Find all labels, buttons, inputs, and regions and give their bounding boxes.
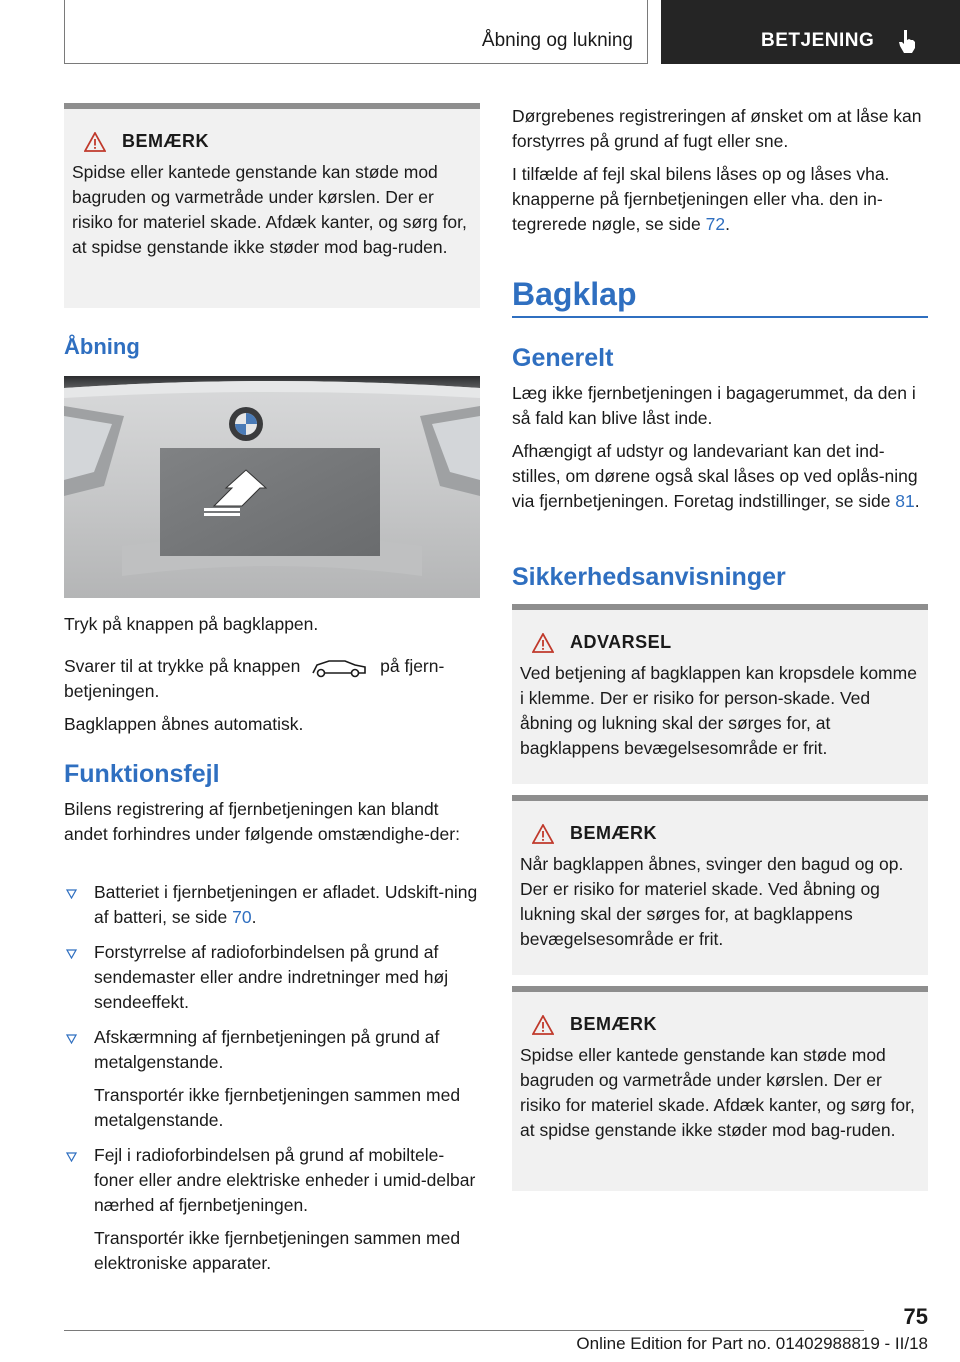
opening-para-2 xyxy=(64,654,480,704)
general-para-2: Afhængigt af udstyr og landevariant kan det ind-stilles, om dørene også skal låses op ved oplås-ning via fjernbetjeningen. Foretag indstillinger, se side 81. xyxy=(512,441,920,511)
note-box-2 xyxy=(512,795,928,975)
right-para-1: Dørgrebenes registreringen af ønsket om at låse kan forstyrres på grund af fugt eller sne. xyxy=(512,106,922,151)
fault-item-1: Batteriet i fjernbetjeningen er afladet. Udskift-ning af batteri, se side 70. xyxy=(64,880,480,930)
note-2-title: BEMÆRK xyxy=(570,823,657,843)
hand-pointer-icon xyxy=(895,28,921,54)
heading-opening: Åbning xyxy=(64,334,140,359)
heading-safety: Sikkerhedsanvisninger xyxy=(512,563,786,591)
page-link-70[interactable]: 70 xyxy=(232,907,252,927)
tailgate-photo xyxy=(64,376,480,598)
bullet-triangle-icon xyxy=(66,1034,77,1044)
warning-box xyxy=(512,604,928,784)
heading-general: Generelt xyxy=(512,344,614,372)
warning-triangle-icon xyxy=(532,633,554,653)
note-box-3 xyxy=(512,986,928,1191)
fault-item-3: Afskærmning af fjernbetjeningen på grund af metalgenstande. Transportér ikke fjernbetjeningen sammen med metalgenstande. xyxy=(64,1025,480,1133)
general-para-1: Læg ikke fjernbetjeningen i bagagerummet, da den i så fald kan blive låst inde. xyxy=(512,383,916,428)
note-1-text: Spidse eller kantede genstande kan støde mod bagruden og varmetråde under kørslen. Der er risiko for materiel skade. Afdæk kanter, og sørg for, at spidse genstande ikke støder mod bag-ruden. xyxy=(72,162,467,257)
opening-para-2-b: på fjern-betjeningen. xyxy=(64,656,445,702)
fault-item-2: Forstyrrelse af radioforbindelsen på grund af sendemaster eller andre indretninger med høj sendeeffekt. xyxy=(64,940,480,1015)
bullet-triangle-icon xyxy=(66,1152,77,1162)
header-chapter-title: BETJENING xyxy=(761,30,875,51)
note-2-text: Når bagklappen åbnes, svinger den bagud og op. Der er risiko for materiel skade. Ved åbning og lukning skal der sørges for, at bagklappens bevægelsesområde er frit. xyxy=(520,854,904,949)
opening-para-2-a: Svarer til at trykke på knappen xyxy=(64,656,301,676)
opening-para-3: Bagklappen åbnes automatisk. xyxy=(64,714,304,734)
page-number: 75 xyxy=(903,1304,928,1329)
bullet-triangle-icon xyxy=(66,889,77,899)
warning-text: Ved betjening af bagklappen kan kropsdele komme i klemme. Der er risiko for person-skade. Ved åbning og lukning skal der sørges for, at bagklappens bevægelsesområde er frit. xyxy=(520,663,917,758)
fault-list xyxy=(64,880,480,1286)
heading-fault: Funktionsfejl xyxy=(64,760,220,788)
header-section-box xyxy=(64,0,648,64)
warning-title: ADVARSEL xyxy=(570,632,672,652)
heading-rule xyxy=(512,316,928,318)
opening-para-1: Tryk på knappen på bagklappen. xyxy=(64,614,319,634)
heading-tailgate: Bagklap xyxy=(512,276,637,312)
fault-item-4-sub: Transportér ikke fjernbetjeningen sammen med elektroniske apparater. xyxy=(94,1228,461,1273)
page-link-72[interactable]: 72 xyxy=(705,214,726,234)
note-1-title: BEMÆRK xyxy=(122,131,209,151)
car-tailgate-icon xyxy=(311,655,367,679)
warning-triangle-icon xyxy=(532,1015,554,1035)
right-para-2: I tilfælde af fejl skal bilens låses op og låses vha. knapperne på fjernbetjeningen eller vha. den in-tegrerede nøgle, se side 72. xyxy=(512,164,890,234)
footer-edition: Online Edition for Part no. 01402988819 - II/18 xyxy=(576,1334,928,1353)
header-section-title: Åbning og lukning xyxy=(481,30,633,51)
page-link-81[interactable]: 81 xyxy=(895,491,915,511)
header-chapter-box xyxy=(661,0,960,64)
warning-triangle-icon xyxy=(532,824,554,844)
bullet-triangle-icon xyxy=(66,949,77,959)
tailgate-illustration xyxy=(64,376,480,598)
footer-rule xyxy=(64,1330,864,1331)
note-3-text: Spidse eller kantede genstande kan støde mod bagruden og varmetråde under kørslen. Der er risiko for materiel skade. Afdæk kanter, og sørg for, at spidse genstande ikke støder mod bag-ruden. xyxy=(520,1045,915,1140)
fault-item-3-sub: Transportér ikke fjernbetjeningen sammen med metalgenstande. xyxy=(94,1085,461,1130)
note-3-title: BEMÆRK xyxy=(570,1014,657,1034)
fault-intro: Bilens registrering af fjernbetjeningen kan blandt andet forhindres under følgende omstændighe-der: xyxy=(64,799,460,844)
fault-item-4: Fejl i radioforbindelsen på grund af mobiltele-foner eller andre elektriske enheder i umid-delbar nærhed af fjernbetjeningen. Transportér ikke fjernbetjeningen sammen med elektroniske apparater. xyxy=(64,1143,480,1276)
note-box-1 xyxy=(64,103,480,308)
warning-triangle-icon xyxy=(84,132,106,152)
